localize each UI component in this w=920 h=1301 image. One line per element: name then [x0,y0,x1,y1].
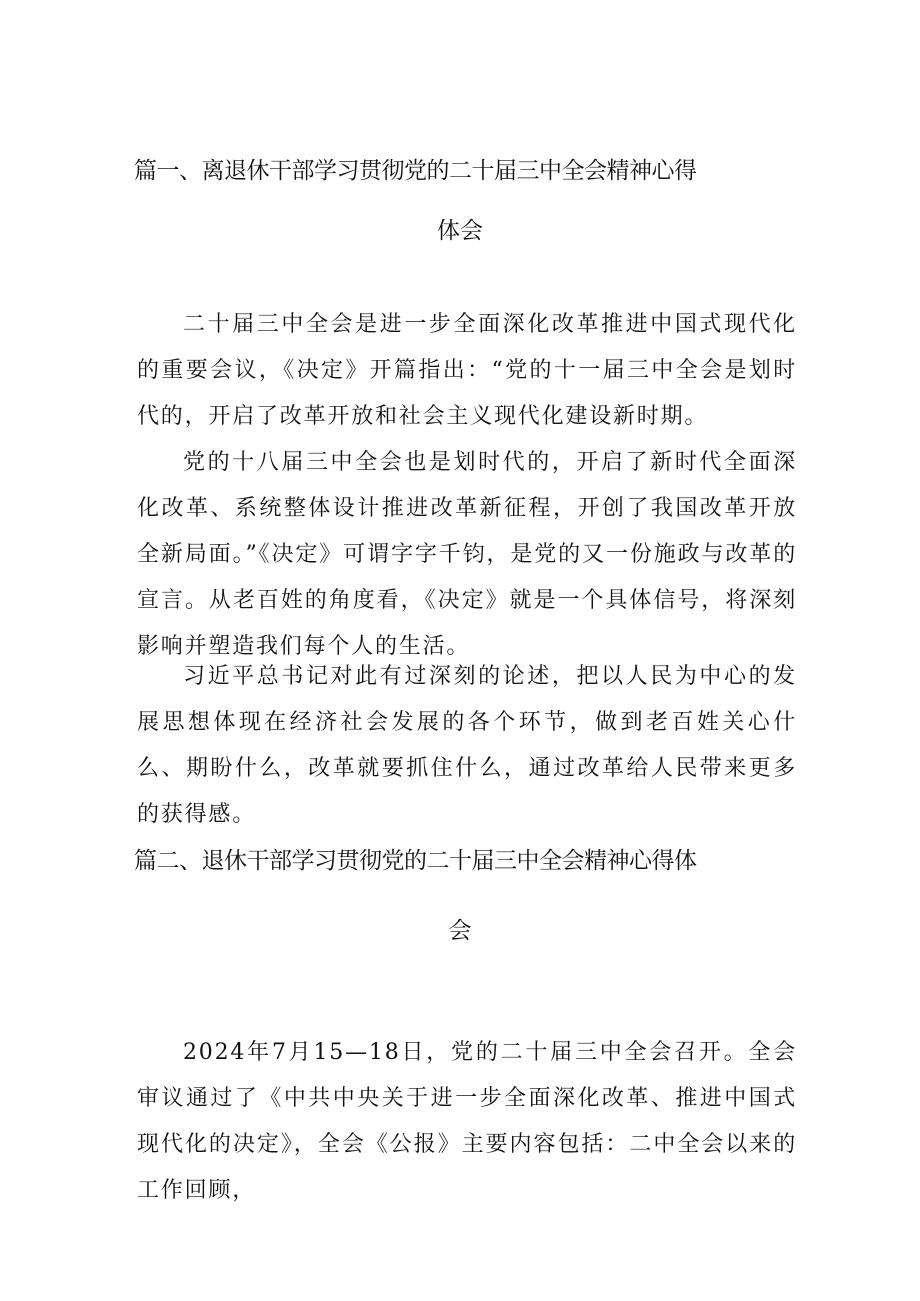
section1-paragraph-2: 党的十八届三中全会也是划时代的，开启了新时代全面深化改革、系统整体设计推进改革新征程，开创了我国改革开放全新局面。”《决定》可谓字字千钧，是党的又一份施政与改革的宣言。从老百姓的角度看，《决定》就是一个具体信号，将深刻影响并塑造我们每个人的生活。 [137,450,797,659]
section1-paragraph-3: 习近平总书记对此有过深刻的论述，把以人民为中心的发展思想体现在经济社会发展的各个环节，做到老百姓关心什么、期盼什么，改革就要抓住什么，通过改革给人民带来更多的获得感。 [137,664,797,827]
section1-title-line2: 体会 [437,218,483,244]
section2-title-line2: 会 [448,918,472,944]
section2-title-line1: 篇二、退休干部学习贯彻党的二十届三中全会精神心得体 [134,848,697,874]
section2-paragraph-1: 2024年7月15—18日，党的二十届三中全会召开。全会审议通过了《中共中央关于进一步全面深化改革、推进中国式现代化的决定》，全会《公报》主要内容包括：二中全会以来的工作回顾， [137,1040,797,1203]
section1-paragraph-1: 二十届三中全会是进一步全面深化改革推进中国式现代化的重要会议，《决定》开篇指出：“党的十一届三中全会是划时代的，开启了改革开放和社会主义现代化建设新时期。 [137,312,797,429]
section1-title-line1: 篇一、离退休干部学习贯彻党的二十届三中全会精神心得 [134,158,697,184]
